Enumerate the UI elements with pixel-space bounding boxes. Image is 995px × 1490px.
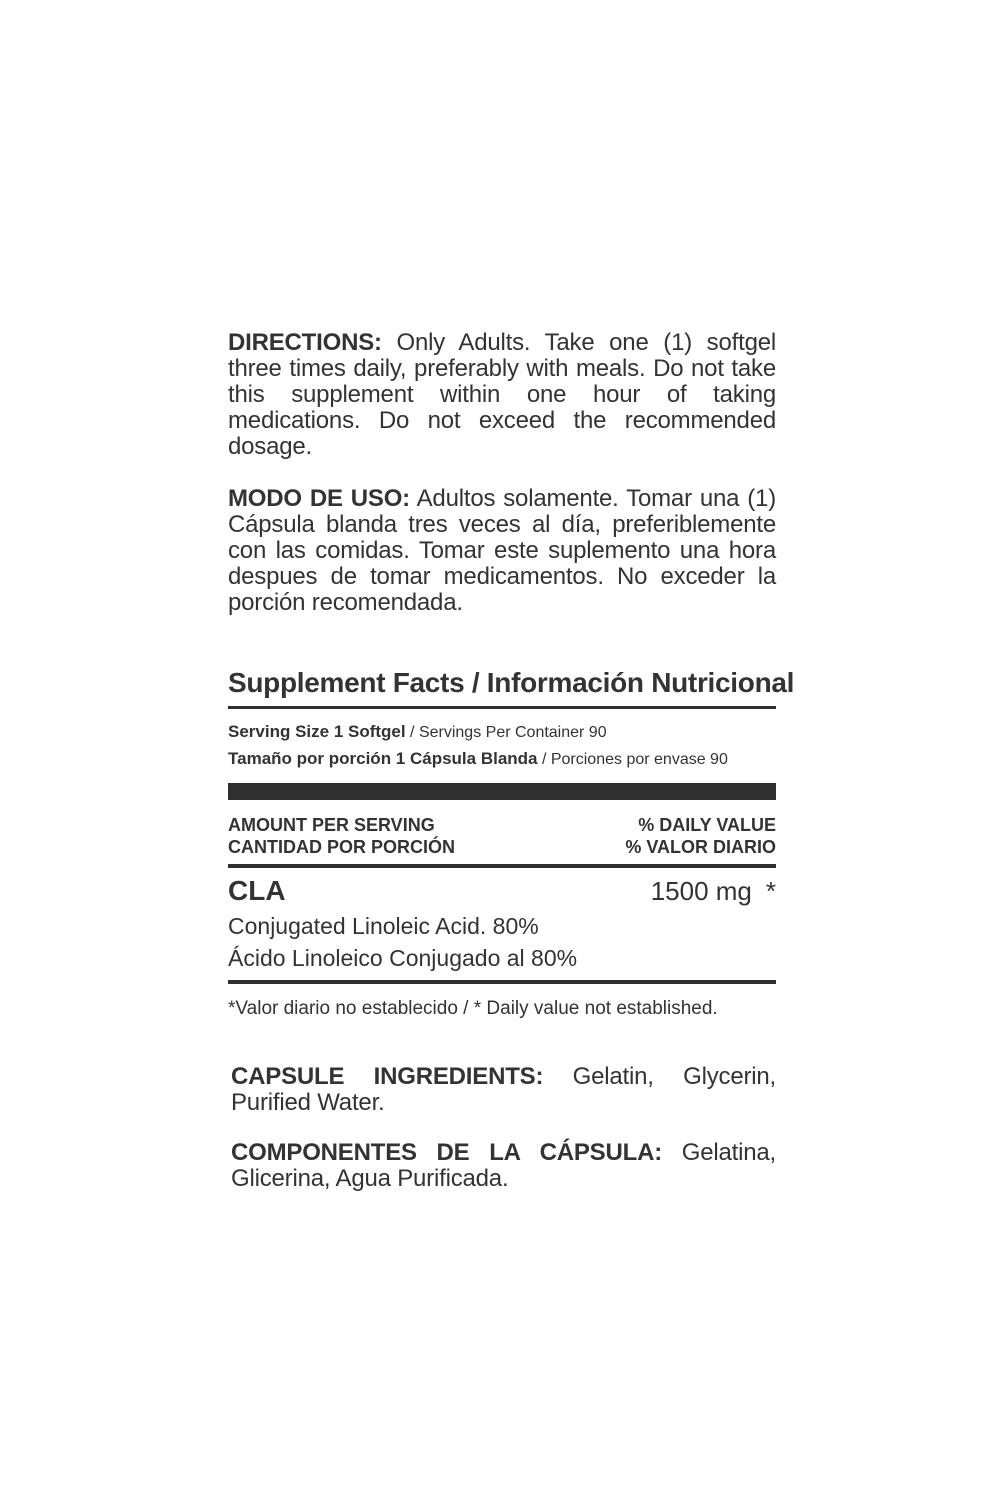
bottom-divider [228, 980, 776, 984]
servings-per-container-es: / Porciones por envase 90 [537, 751, 728, 768]
servings-per-container-en: / Servings Per Container 90 [405, 724, 607, 741]
serving-info [228, 719, 776, 773]
daily-value-es: % VALOR DIARIO [625, 837, 776, 857]
title-divider [228, 706, 776, 709]
componentes-label: COMPONENTES DE LA CÁPSULA: [231, 1139, 663, 1166]
serving-size-en-label: Serving Size 1 Softgel [228, 722, 406, 741]
serving-size-es [228, 746, 776, 773]
amount-per-serving-es: CANTIDAD POR PORCIÓN [228, 837, 456, 857]
modo-de-uso-label: MODO DE USO: [228, 485, 410, 512]
amount-per-serving-en: AMOUNT PER SERVING [228, 815, 435, 835]
thick-divider [228, 783, 776, 800]
modo-de-uso-text: Adultos solamente. Tomar una (1) Cápsula blanda tres veces al día, preferiblemente con las comidas. Tomar este suplemento una hora despues de tomar medicamentos. No exceder la porción recomendada. [228, 485, 776, 616]
directions-text: Only Adults. Take one (1) softgel three times daily, preferably with meals. Do not take this supplement within one hour of taking medications. Do not exceed the recommended dosage. [228, 329, 776, 460]
label-panel [228, 329, 795, 1192]
daily-value-footnote: *Valor diario no establecido / * Daily value not established. [228, 998, 718, 1019]
capsule-ingredients-text: Gelatin, Glycerin, Purified Water. [231, 1063, 777, 1116]
amount-per-serving-heading [228, 814, 455, 858]
header-divider [228, 864, 776, 868]
serving-size-es-label: Tamaño por porción 1 Cápsula Blanda [228, 749, 538, 768]
directions-paragraph [228, 330, 776, 460]
capsule-ingredients-paragraph [228, 1064, 776, 1116]
ingredient-description-en: Conjugated Linoleic Acid. 80% [228, 913, 539, 939]
componentes-paragraph [228, 1140, 776, 1192]
ingredient-row [228, 872, 776, 910]
daily-value-asterisk: * [765, 876, 776, 906]
serving-size-en [228, 719, 776, 746]
amount-header [228, 814, 776, 858]
ingredient-name: CLA [228, 875, 286, 906]
ingredient-description-es: Ácido Linoleico Conjugado al 80% [228, 945, 578, 971]
supplement-facts-title: Supplement Facts / Información Nutricional [228, 667, 795, 698]
componentes-text: Gelatina, Glicerina, Agua Purificada. [231, 1139, 776, 1192]
daily-value-heading [625, 814, 776, 858]
ingredient-amount [651, 872, 776, 910]
directions-label: DIRECTIONS: [228, 329, 382, 356]
ingredient-amount-value: 1500 mg [650, 876, 752, 906]
capsule-ingredients-label: CAPSULE INGREDIENTS: [231, 1063, 544, 1090]
daily-value-en: % DAILY VALUE [638, 815, 776, 835]
modo-de-uso-paragraph [228, 486, 776, 616]
